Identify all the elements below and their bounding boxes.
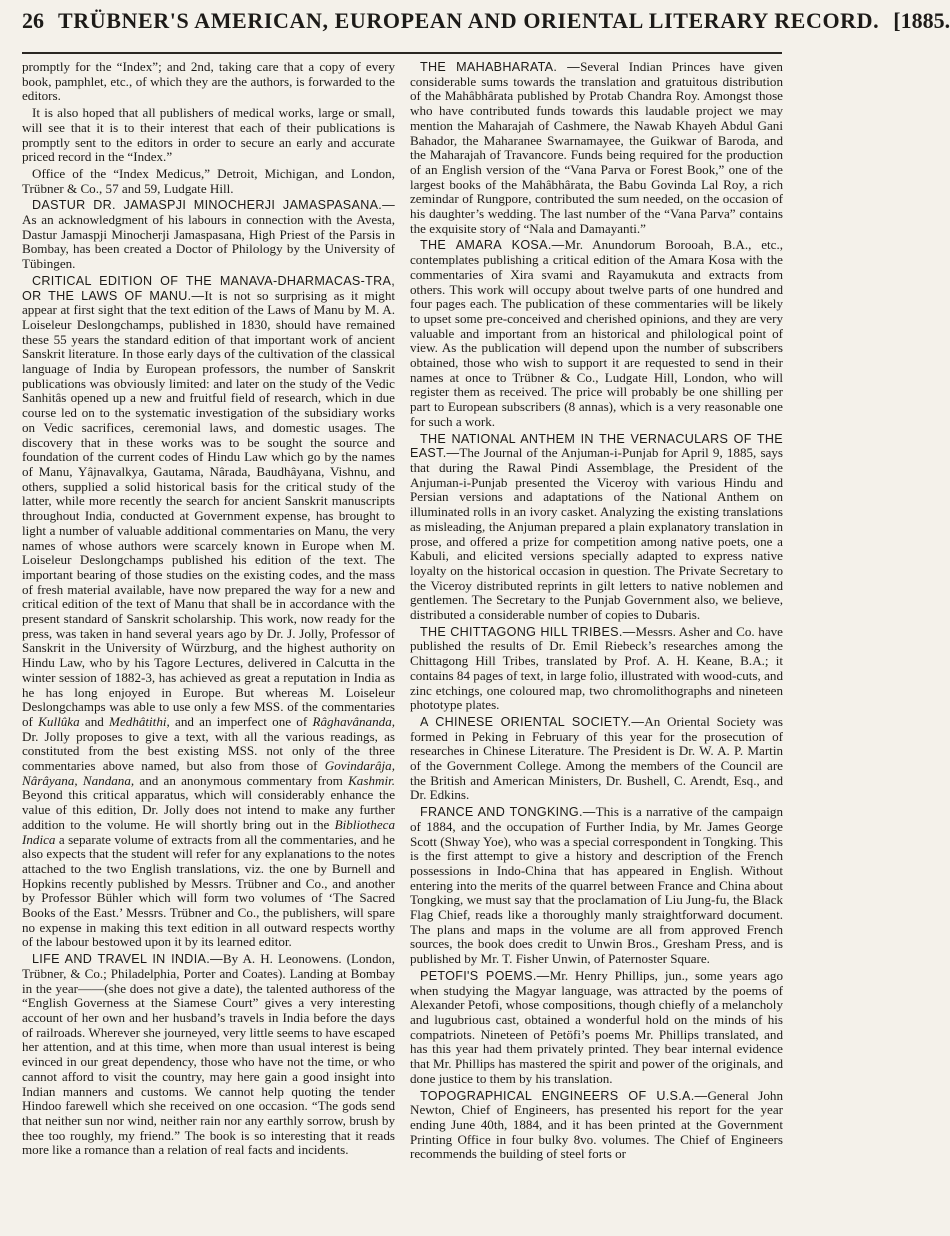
page-number: 26	[22, 8, 44, 33]
italic-title: Medhâtithi,	[109, 713, 170, 729]
article-body: Several Indian Princes have given considerable sums towards the translation and gratuitous distribution of the Mahâbhârata published by Protab Chandra Roy. Amongst those who have contributed funds towards this laudable project we may mention the Maharajah of Cashmere, the Nawab Khayeh Abdul Gani Bahador, the Maharanee Swarnamayee, the Guikwar of Baroda, and the Maharajah of Travancore. Funds being required for the production of an English version of the “Vana Parva or Forest Book,” one of the largest books of the Mahâbhârata, the Babu Govinda Lal Roy, a rich zemindar of Rungpore, contributed the sum needed, on the occasion of his daughter’s wedding. The last number of the “Vana Parva” contains the exquisite story of “Nala and Damayanti.”	[410, 59, 783, 236]
article-body: By A. H. Leonowens. (London, Trübner, & Co.; Philadelphia, Porter and Coates). Landing at Bombay in the year——(she does not give a date), the talented authoress of the “English Governess at the Siamese Court” gives a very interesting account of her own and her husband’s travels in India before the days of railroads. Wherever she journeyed, very little seems to have escaped her attention, and at this time, when more than usual interest is being evinced in our great dependency, those who have not the time, or who cannot afford to visit the country, may here gain a good insight into Indian manners and customs. We cannot help quoting the tender Hindoo farewell which she received on one occasion. “The gods send that neither sun nor wind, neither rain nor any earthly sorrow, brush by thee too roughly, my friend.” The book is so interesting that it reads more like a romance than a relation of real facts and incidents.	[22, 951, 395, 1158]
article-mahabharata	[410, 60, 783, 236]
left-column	[22, 60, 395, 1228]
article-manu	[22, 274, 395, 950]
article-life-and-travel	[22, 952, 395, 1158]
right-column	[410, 60, 783, 1228]
article-body: a separate volume of extracts from all the commentaries, and he also expects that the student will refer for any explanations to the notes attached to the two English translations, viz. the one by Burnell and Hopkins recently published by Messrs. Trübner and Co., and another by Professor Bühler which will form two volumes of ‘The Sacred Books of the East.’ Messrs. Trübner and Co., the publishers, will spare no expense in making this text edition in all outward respects worthy of the labour bestowed upon it by its learned editor.	[22, 831, 395, 950]
italic-title: Bibliotheca Indica	[22, 816, 395, 847]
article-body: Messrs. Asher and Co. have published the results of Dr. Emil Riebeck’s researches among the Chittagong Hill Tribes, translated by Prof. A. H. Keane, B.A.; it contains 84 pages of text, in large folio, illustrated with wood-cuts, and zinc etchings, one coloured map, two chromolithographs and nineteen phototype plates.	[410, 623, 783, 713]
running-title: TRÜBNER'S AMERICAN, EUROPEAN AND ORIENTAL LITERARY RECORD.	[58, 8, 880, 33]
article-body: Mr. Henry Phillips, jun., some years ago when studying the Magyar language, was attracted by the poems of Alexander Petofi, whose compositions, though chiefly of a melancholy and lugubrious cast, obtained a wonderful hold on the minds of his compatriots. Nineteen of Petöfi’s poems Mr. Phillips translated, and has this year had them privately printed. They bear internal evidence that Mr. Phillips has mastered the spirit and power of the originals, and done justice to them by his translation.	[410, 967, 783, 1086]
article-jamaspasana	[22, 198, 395, 272]
article-heading: DASTUR DR. JAMASPJI MINOCHERJI JAMASPASANA.—	[32, 198, 395, 213]
article-heading: FRANCE AND TONGKING.—	[420, 805, 596, 820]
article-body: Beyond this critical apparatus, which will considerably enhance the value of this edition, Dr. Jolly does not intend to make any further addition to the volume. He will shortly bring out in the	[22, 787, 395, 832]
article-body: Dr. Jolly proposes to give a text, with all the various readings, as constituted from the best existing MSS. not only of the three commentaries above named, but also from those of	[22, 728, 395, 774]
article-chittagong	[410, 625, 783, 713]
article-heading: CRITICAL EDITION OF THE MANAVA-DHARMACAS-TRA, OR THE LAWS OF MANU.—	[22, 273, 395, 303]
article-heading: THE MAHABHARATA. —	[420, 60, 581, 74]
header-rule	[22, 52, 782, 54]
article-national-anthem	[410, 432, 783, 623]
article-body: and an anonymous commentary from	[139, 772, 343, 788]
italic-title: Kashmir.	[348, 772, 395, 788]
paragraph: Office of the “Index Medicus,” Detroit, Michigan, and London, Trübner & Co., 57 and 59, Ludgate Hill.	[22, 165, 395, 196]
article-body: This is a narrative of the campaign of 1884, and the occupation of Further India, by Mr. James George Scott (Shway Yoe), who was a special correspondent in Tongking. This is the first attempt to give a history and description of the French possessions in Indo-China that has appeared in English. Without entering into the merits of the quarrel between France and China about Tongking, we must say that the proclamation of Liu Jung-fu, the Black Flag Chief, reads like a thoroughly manly straightforward document. The plans and maps in the volume are all from approved French sources, the book does credit to Unwin Bros., Gresham Press, and is published by Mr. T. Fisher Unwin, of Paternoster Square.	[410, 804, 783, 967]
article-amara-kosa	[410, 238, 783, 429]
article-heading: THE NATIONAL ANTHEM IN THE VERNACULARS OF THE EAST.—	[410, 431, 783, 461]
article-petofi	[410, 969, 783, 1087]
article-heading: A CHINESE ORIENTAL SOCIETY.—	[420, 714, 645, 729]
continued-paragraph: promptly for the “Index”; and 2nd, taking care that a copy of every book, pamphlet, etc., of which they are the authors, is forwarded to the editors.	[22, 59, 395, 104]
page-header	[22, 8, 950, 52]
italic-title: Govindarâja, Nârâyana, Nandana,	[22, 758, 395, 788]
header-year: [1885.	[893, 8, 950, 33]
article-body: As an acknowledgment of his labours in connection with the Avesta, Dastur Jamaspji Minocherji Jamaspasana, High Priest of the Parsis in Bombay, has been created a Doctor of Philology by the University of Tübingen.	[22, 212, 395, 272]
article-heading: PETOFI'S POEMS.—	[420, 968, 550, 983]
article-body: The Journal of the Anjuman-i-Punjab for April 9, 1885, says that during the Rawal Pindi Assemblage, the President of the Anjuman-i-Punjab presented the Viceroy with various Hindu and Persian versions and adaptations of the National Anthem on illuminated rolls in an ivory casket. Analyzing the existing translations as misleading, the Anjuman prepared a plain explanatory translation in prose, and offered a prize for competition among native poets, one a Kabuli, and elicited versions specially adapted to express native loyalty on the historical occasion in question. The Private Secretary to the Viceroy distributed reprints in gilt letters to native noblemen and gentlemen. The Secretary to the Punjab Government also, we believe, distributed a considerable number of copies to Dubaris.	[410, 445, 783, 623]
article-body: and an imperfect one of	[175, 713, 308, 729]
article-body: An Oriental Society was formed in Peking in February of this year for the prosecution of researches in Chinese Literature. The President is Dr. W. A. P. Martin of the Government College. Among the members of the Council are the British and American Ministers, Dr. Bushell, C. Arendt, Esq., and Dr. Edkins.	[410, 713, 783, 803]
article-topographical	[410, 1089, 783, 1163]
article-heading: LIFE AND TRAVEL IN INDIA.—	[32, 952, 223, 967]
italic-title: Râghavânanda,	[312, 713, 396, 729]
italic-title: Kullûka	[38, 713, 80, 729]
article-body: and	[84, 713, 104, 729]
article-heading: TOPOGRAPHICAL ENGINEERS OF U.S.A.—	[420, 1088, 708, 1103]
paragraph: It is also hoped that all publishers of medical works, large or small, will see that it is to their interest that each of their publications is promptly sent to the editors in order to secure an early and accurate priced record in the “Index.”	[22, 105, 395, 165]
article-body: General John Newton, Chief of Engineers, has presented his report for the year ending June 40th, 1884, and it has been printed at the Government Printing Office in four bulky 8vo. volumes. The Chief of Engineers recommends the building of steel forts or	[410, 1087, 784, 1162]
article-body: Mr. Anundorum Borooah, B.A., etc., contemplates publishing a critical edition of the Amara Kosa with the commentaries of Xira svami and Rayamukuta and extracts from others. This work will occupy about twelve parts of one hundred and four pages each. The publication of these commentaries will be likely to upset some pre-conceived and cherished opinions, and they are very valuable and important from an historical and philological point of view. As the publication will depend upon the number of subscribers obtained, those who wish to support it are requested to send in their names at once to Trübner & Co., Ludgate Hill, London, who will register them as received. The price will probably be one shilling per part to European subscribers (8 annas), which is a very reasonable one for such a work.	[410, 237, 783, 429]
article-heading: THE AMARA KOSA.—	[420, 238, 565, 253]
article-heading: THE CHITTAGONG HILL TRIBES.—	[420, 624, 636, 639]
article-body: It is not so surprising as it might appear at first sight that the text edition of the Laws of Manu by M. A. Loiseleur Deslongchamps, published in 1830, should have remained these 55 years the standard edition of that important work of ancient Sanskrit literature. In those early days of the cultivation of the classical language of India by European professors, the number of Sanskrit publications was obviously limited: and later on the study of the Vedic Sanhitâs opened up a new and fruitful field of research, which in due course led on to the systematic investigation of the subsidiary works on Vedic sacrifices, ceremonial laws, and domestic usages. The discovery that in these works was to be sought the source and foundation of the current codes of Hindu Law which go by the names of Manu, Yâjnavalkya, Gautama, Nârada, Baudhâyana, Vishnu, and others, supplied a solid historical basis for the critical study of the latter, while more recently the search for ancient Sanskrit manuscripts throughout India, conducted at Government expense, has brought to light a number of valuable additional commentaries on Manu, the very names of whose authors were scarcely known in Europe when M. Loiseleur Deslongchamps published his edition of the text. The important bearing of those studies on the existing codes, and the mass of fresh material available, have now prepared the way for a new and critical edition of the text of Manu that shall be in accordance with the present standard of Sanskrit scholarship. This work, now ready for the press, was taken in hand several years ago by Dr. J. Jolly, Professor of Sanskrit in the University of Würzburg, and the highest authority on Hindu Law, who by his Tagore Lectures, delivered in Calcutta in the winter session of 1882-3, has achieved as great a reputation in India as he has long enjoyed in Europe. But whereas M. Loiseleur Deslongchamps was able to use only a few MSS. of the commentaries of	[22, 287, 396, 729]
article-chinese-society	[410, 715, 783, 803]
article-tongking	[410, 805, 783, 967]
